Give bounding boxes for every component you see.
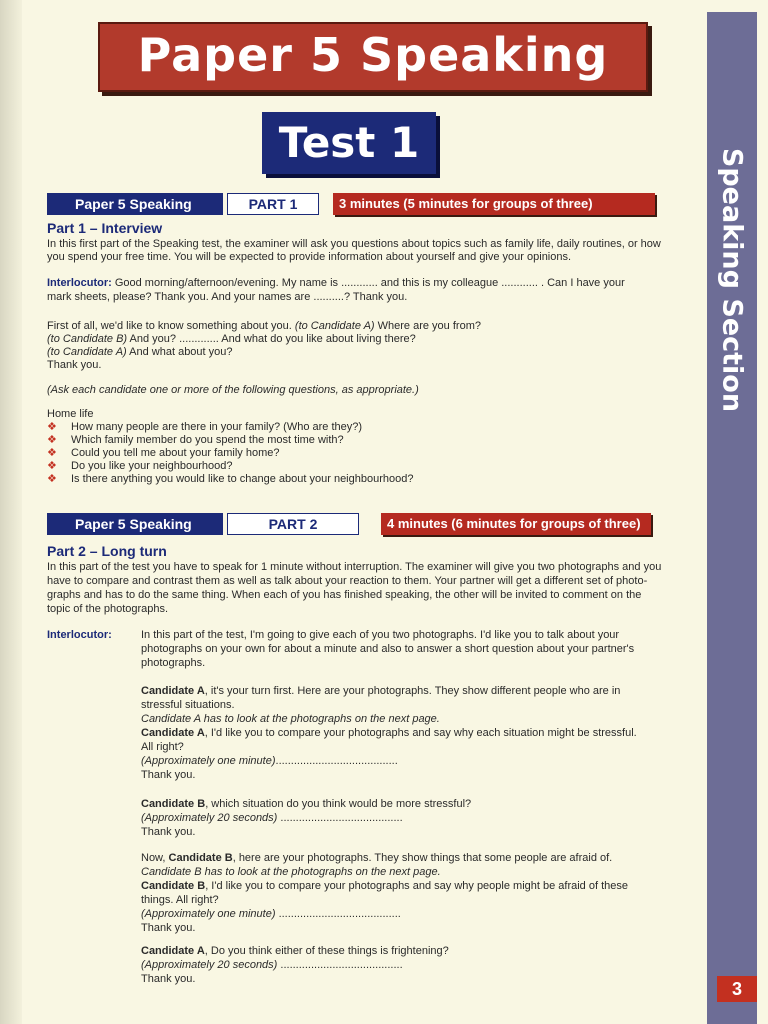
c5-dots: ........................................ [275,908,401,920]
part1-bar-label: Paper 5 Speaking [47,193,223,215]
interlocutor-label: Interlocutor: [47,277,112,289]
list-item-text: Which family member do you spend the most time with? [71,434,344,446]
list-item [47,446,280,460]
d2-timing: (Approximately 20 seconds) [141,959,278,971]
part1-greeting-line2: mark sheets, please? Thank you. And your names are ..........? Thank you. [47,291,408,303]
part1-question3 [47,345,233,359]
part2-line2: photographs on your own for about a minute and also to answer a short question about your partner's [141,643,635,655]
d1-text: , Do you think either of these things is frightening? [204,945,449,957]
part2-a2: stressful situations. [141,699,235,711]
bullet-icon: ❖ [47,460,57,472]
page-number: 3 [717,976,757,1002]
q2-text: And you? ............. And what do you like about living there? [127,333,416,345]
part1-greeting-line1 [47,276,625,290]
part2-c2: Candidate B has to look at the photographs on the next page. [141,866,441,878]
part1-header-bar [47,193,607,215]
page-title: Paper 5 Speaking [98,22,648,92]
list-item [47,420,362,434]
interlocutor-label: Interlocutor: [47,629,112,641]
part2-intro-line4: topic of the photographs. [47,603,169,615]
section-side-label: Speaking Section [716,147,748,413]
c1-start: Now, [141,852,169,864]
part1-heading: Part 1 – Interview [47,220,163,236]
part2-line1: In this part of the test, I'm going to give each of you two photographs. I'd like you to talk about your [141,629,620,641]
part2-heading: Part 2 – Long turn [47,543,167,559]
candidate-b-name: Candidate B [141,798,206,810]
part2-intro-line2: have to compare and contrast them as well as talk about your reaction to them. Your partner will get a different set of photo- [47,575,648,587]
b2-timing: (Approximately 20 seconds) [141,812,278,824]
part1-bar-part: PART 1 [227,193,319,215]
b1-text: , which situation do you think would be more stressful? [205,798,472,810]
part2-header-bar [47,513,641,535]
part2-d1 [141,944,449,958]
part1-question2 [47,332,416,346]
part1-question1 [47,319,481,333]
part2-line3: photographs. [141,657,206,669]
part2-a7: Thank you. [141,769,196,781]
bullet-icon: ❖ [47,421,57,433]
part2-a3: Candidate A has to look at the photographs on the next page. [141,713,440,725]
part1-intro-line1: In this first part of the Speaking test, the examiner will ask you questions about topics such as family life, daily routines, or how [47,238,661,250]
part2-intro-line1: In this part of the test you have to speak for 1 minute without interruption. The examiner will give you two photographs and you [47,561,662,573]
q2-direction: (to Candidate B) [47,333,128,345]
part2-bar-label: Paper 5 Speaking [47,513,223,535]
list-item-text: Is there anything you would like to change about your neighbourhood? [71,473,414,485]
candidate-a-name: Candidate A [141,685,205,697]
q1-end: Where are you from? [374,320,481,332]
b2-dots: ........................................ [277,812,403,824]
list-item-text: How many people are there in your family? (Who are they?) [71,421,363,433]
a6-dots: ........................................ [275,755,398,767]
part1-thanks: Thank you. [47,359,102,371]
d2-dots: ........................................ [277,959,403,971]
part2-c5 [141,907,401,921]
a1-text: , it's your turn first. Here are your photographs. They show different people who are in [204,685,621,697]
list-item [47,459,232,473]
part2-c3 [141,879,628,893]
c5-timing: (Approximately one minute) [141,908,276,920]
part2-intro-line3: graphs and has to do the same thing. When each of you has finished speaking, the other will be invited to comment on the [47,589,642,601]
part2-a4 [141,726,637,740]
bullet-icon: ❖ [47,473,57,485]
page-binding [0,0,22,1024]
c1-end: , here are your photographs. They show things that some people are afraid of. [232,852,613,864]
q1-direction: (to Candidate A) [291,320,375,332]
candidate-a-name: Candidate A [141,727,205,739]
part1-instruction: (Ask each candidate one or more of the following questions, as appropriate.) [47,384,419,396]
a4-text: , I'd like you to compare your photographs and say why each situation might be stressful. [204,727,637,739]
candidate-a-name: Candidate A [141,945,205,957]
q1-text: First of all, we'd like to know something about you. [47,320,292,332]
part1-intro-line2: you spend your free time. You will be expected to provide information about yourself and give your opinions. [47,251,572,263]
list-item [47,472,413,486]
candidate-b-name: Candidate B [141,880,206,892]
q3-text: And what about you? [126,346,233,358]
part1-topic: Home life [47,408,94,420]
a6-timing: (Approximately one minute) [141,755,276,767]
part2-d3: Thank you. [141,973,196,985]
part2-a1 [141,684,620,698]
candidate-b-name: Candidate B [168,852,233,864]
part2-b2 [141,811,403,825]
part2-c1 [141,851,612,865]
part2-d2 [141,958,403,972]
part1-bar-time: 3 minutes (5 minutes for groups of three) [333,193,655,215]
c3-text: , I'd like you to compare your photographs and say why people might be afraid of these [205,880,628,892]
part2-b1 [141,797,471,811]
part2-c6: Thank you. [141,922,196,934]
list-item-text: Do you like your neighbourhood? [71,460,233,472]
test-title: Test 1 [262,112,436,174]
part2-interlocutor-label [47,628,112,642]
part2-bar-part: PART 2 [227,513,359,535]
list-item-text: Could you tell me about your family home? [71,447,280,459]
list-item [47,433,344,447]
part2-b3: Thank you. [141,826,196,838]
bullet-icon: ❖ [47,447,57,459]
part2-bar-time: 4 minutes (6 minutes for groups of three) [381,513,651,535]
bullet-icon: ❖ [47,434,57,446]
greeting-text: Good morning/afternoon/evening. My name is ............ and this is my colleague ............ . Can I have your [111,277,625,289]
q3-direction: (to Candidate A) [47,346,127,358]
part2-a5: All right? [141,741,184,753]
part2-c4: things. All right? [141,894,219,906]
part2-a6 [141,754,398,768]
